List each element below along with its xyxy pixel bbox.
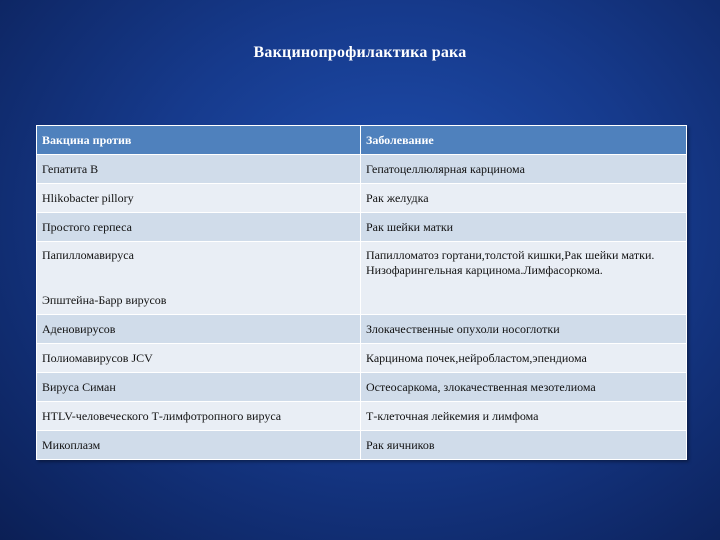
disease-cell (361, 242, 687, 315)
table-row (37, 213, 687, 242)
vaccine-cell: Hlikobacter pillory (37, 184, 361, 213)
disease-cell: Рак шейки матки (361, 213, 687, 242)
disease-cell: Злокачественные опухоли носоглотки (361, 315, 687, 344)
vaccine-cell: Аденовирусов (37, 315, 361, 344)
table-row (37, 155, 687, 184)
table-row (37, 315, 687, 344)
table-row (37, 344, 687, 373)
vaccine-cell: Микоплазм (37, 431, 361, 460)
table-row (37, 402, 687, 431)
disease-cell: Остеосаркома, злокачественная мезотелиома (361, 373, 687, 402)
table-row (37, 184, 687, 213)
disease-text: Низофарингельная карцинома.Лимфасоркома. (366, 263, 603, 277)
disease-cell: Рак желудка (361, 184, 687, 213)
disease-cell: Т-клеточная лейкемия и лимфома (361, 402, 687, 431)
disease-cell: Рак яичников (361, 431, 687, 460)
table-header-row (37, 126, 687, 155)
disease-cell: Карцинома почек,нейробластом,эпендиома (361, 344, 687, 373)
disease-text: Папилломатоз гортани,толстой кишки,Рак шейки матки. (366, 248, 655, 262)
header-vaccine: Вакцина против (37, 126, 361, 155)
vaccine-table (36, 125, 687, 460)
table-row (37, 431, 687, 460)
header-disease: Заболевание (361, 126, 687, 155)
vaccine-cell (37, 242, 361, 315)
slide-title: Вакцинопрофилактика рака (253, 44, 467, 61)
vaccine-cell: Полиомавирусов JCV (37, 344, 361, 373)
vaccine-text: Папилломавируса (42, 248, 134, 262)
table-row (37, 373, 687, 402)
vaccine-cell: Вируса Симан (37, 373, 361, 402)
disease-cell: Гепатоцеллюлярная карцинома (361, 155, 687, 184)
vaccine-cell: Гепатита В (37, 155, 361, 184)
vaccine-text: Эпштейна-Барр вирусов (42, 293, 167, 307)
vaccine-cell: Простого герпеса (37, 213, 361, 242)
table-row (37, 242, 687, 315)
vaccine-cell: HTLV-человеческого Т-лимфотропного вируса (37, 402, 361, 431)
